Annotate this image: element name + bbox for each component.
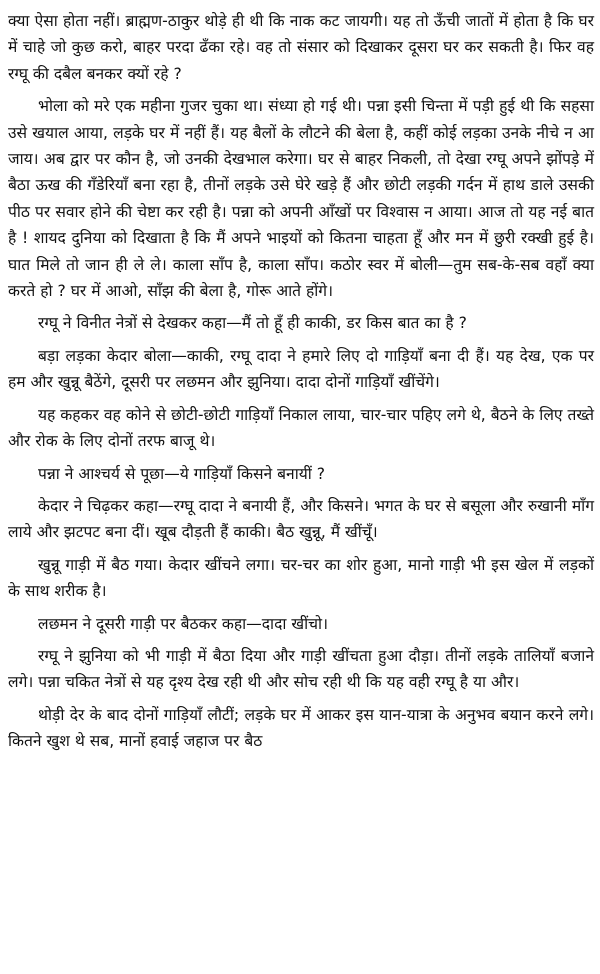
paragraph-1: क्या ऐसा होता नहीं। ब्राह्मण-ठाकुर थोड़े ही थी कि नाक कट जायगी। यह तो ऊँची जातों में होता है कि घर में चाहे जो कुछ करो, बाहर परदा ढँका रहे। वह तो संसार को दिखाकर दूसरा घर कर सकती है। फिर वह रग्घू की दबैल बनकर क्यों रहे ? — [8, 12, 594, 83]
paragraph-7: केदार ने चिढ़कर कहा—रग्घू दादा ने बनायी हैं, और किसने। भगत के घर से बसूला और रुखानी माँग लाये और झटपट बना दीं। खूब दौड़ती हैं काकी। बैठ खुन्नू, मैं खींचूँ। — [8, 496, 594, 542]
paragraph-2: भोला को मरे एक महीना गुजर चुका था। संध्या हो गई थी। पन्ना इसी चिन्ता में पड़ी हुई थी कि सहसा उसे खयाल आया, लड़के घर में नहीं हैं। यह बैलों के लौटने की बेला है, कहीं कोई लड़का उनके नीचे न आ जाय। अब द्वार पर कौन है, जो उनकी देखभाल करेगा। घर से बाहर निकली, तो देखा रग्घू अपने झोंपड़े में बैठा ऊख की गँडेरियाँ बना रहा है, तीनों लड़के उसे घेरे खड़े हैं और छोटी लड़की गर्दन में हाथ डाले उसकी पीठ पर सवार होने की चेष्टा कर रही है। पन्ना को अपनी आँखों पर विश्वास न आया। आज तो यह नई बात है ! शायद दुनिया को दिखाता है कि मैं अपने भाइयों को कितना चाहता हूँ और मन में छुरी रक्खी हुई है। घात मिले तो जान ही ले ले। काला साँप है, काला साँप। कठोर स्वर में बोली—तुम सब-के-सब वहाँ क्या करते हो ? घर में आओ, साँझ की बेला है, गोरू आते होंगे। — [8, 97, 594, 301]
paragraph-11: थोड़ी देर के बाद दोनों गाड़ियाँ लौटीं; लड़के घर में आकर इस यान-यात्रा के अनुभव बयान करने लगे। कितने खुश थे सब, मानों हवाई जहाज पर बैठ — [8, 705, 594, 751]
paragraph-5: यह कहकर वह कोने से छोटी-छोटी गाड़ियाँ निकाल लाया, चार-चार पहिए लगे थे, बैठने के लिए तख्ते और रोक के लिए दोनों तरफ बाजू थे। — [8, 405, 594, 451]
paragraph-3: रग्घू ने विनीत नेत्रों से देखकर कहा—मैं तो हूँ ही काकी, डर किस बात का है ? — [38, 314, 467, 333]
paragraph-4: बड़ा लड़का केदार बोला—काकी, रग्घू दादा ने हमारे लिए दो गाड़ियाँ बना दी हैं। यह देख, एक पर हम और खुन्नू बैठेंगे, दूसरी पर लछमन और झुनिया। दादा दोनों गाड़ियाँ खींचेंगे। — [8, 346, 594, 392]
paragraph-8: खुन्नू गाड़ी में बैठ गया। केदार खींचने लगा। चर-चर का शोर हुआ, मानो गाड़ी भी इस खेल में लड़कों के साथ शरीक है। — [8, 555, 594, 601]
paragraph-9: लछमन ने दूसरी गाड़ी पर बैठकर कहा—दादा खींचो। — [38, 614, 328, 633]
paragraph-10: रग्घू ने झुनिया को भी गाड़ी में बैठा दिया और गाड़ी खींचता हुआ दौड़ा। तीनों लड़के तालियाँ बजाने लगे। पन्ना चकित नेत्रों से यह दृश्य देख रही थी और सोच रही थी कि यह वही रग्घू है या और। — [8, 646, 594, 692]
paragraph-6: पन्ना ने आश्चर्य से पूछा—ये गाड़ियाँ किसने बनायीं ? — [38, 464, 326, 483]
